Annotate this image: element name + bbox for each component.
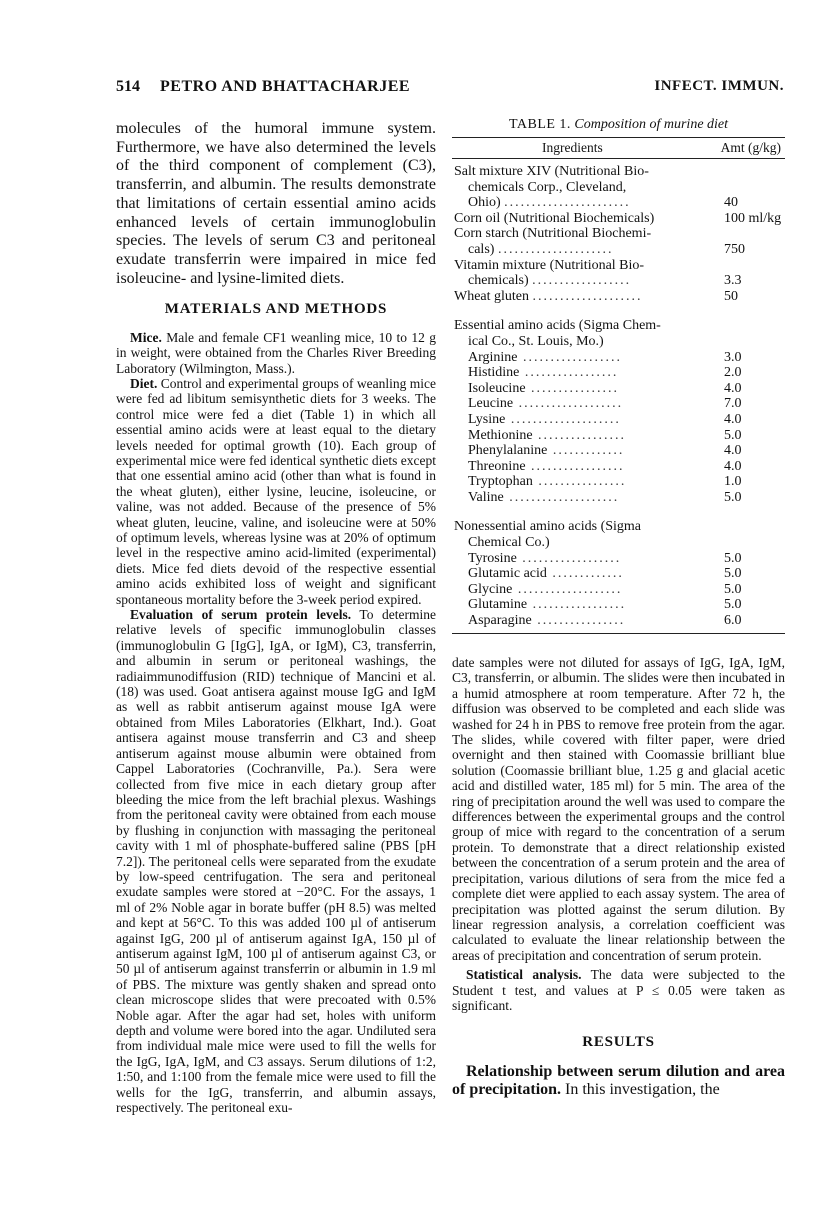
table-row	[452, 289, 785, 305]
amino-acid-name: Methionine	[468, 427, 533, 443]
essential-amino-acid-list	[452, 350, 785, 506]
group-title-line: ical Co., St. Louis, Mo.)	[468, 333, 604, 349]
table-row	[452, 613, 785, 629]
right-column	[452, 655, 785, 1100]
leader-dots: .................	[525, 458, 625, 474]
left-column	[116, 120, 436, 1115]
ingredient-name-cont: chemicals)	[468, 273, 529, 289]
leader-dots: ................	[532, 474, 627, 490]
amino-acid-amount: 1.0	[724, 474, 742, 490]
amino-acid-amount: 7.0	[724, 396, 742, 412]
evaluation-heading: Evaluation of serum protein levels.	[130, 607, 352, 623]
amino-acid-amount: 4.0	[724, 411, 742, 427]
ingredient-amount: 50	[724, 288, 738, 304]
ingredient-name: Vitamin mixture (Nutritional Bio-	[454, 257, 645, 273]
leader-dots: ..................	[516, 550, 622, 566]
ingredient-name-cont: Ohio)	[468, 195, 501, 211]
amino-acid-amount: 3.0	[724, 349, 742, 365]
leader-dots: .............	[547, 443, 625, 459]
journal-name: INFECT. IMMUN.	[654, 78, 784, 94]
amino-acid-name: Phenylalanine	[468, 443, 548, 459]
amino-acid-name: Isoleucine	[468, 380, 526, 396]
ingredient-amount: 100 ml/kg	[724, 210, 782, 226]
column-header-amount: Amt (g/kg)	[720, 140, 781, 155]
table-row	[452, 258, 785, 289]
leader-dots: ................	[525, 380, 620, 396]
evaluation-paragraph	[116, 607, 436, 1115]
table-row	[452, 428, 785, 444]
statistics-paragraph	[452, 967, 785, 1013]
results-text: In this investigation, the	[561, 1081, 720, 1099]
table-row	[452, 381, 785, 397]
ingredient-name: Corn oil (Nutritional Biochemicals)	[454, 210, 655, 226]
intro-paragraph: molecules of the humoral immune system. Furthermore, we have also determined the levels of the third component of complement (C3), transferrin, and albumin. The results demonstrate that limitations of certain essential amino acids enhanced levels of certain immunoglobulin species. The levels of serum C3 and peritoneal exudate transferrin were impaired in mice fed isoleucine- and lysine-limited diets.	[116, 120, 436, 287]
evaluation-text: To determine relative levels of specific immunoglobulin classes (immunoglobulin G [IgG], IgA, or IgM), C3, transferrin, and albumin in serum or peritoneal washings, the radiaimmunodiffusion (RID) technique of Mancini et al. (18) was used. Goat antisera against mouse IgG and IgM as well as rabbit antiserum against mouse IgA were obtained from Miles Laboratories (Elkhart, Ind.). Goat antisera against mouse transferrin and C3 and sheep antiserum against mouse albumin were obtained from Cappel Laboratories (Cochranville, Pa.). Sera were collected from five mice in each dietary group after bleeding the mice from the left brachial plexus. Washings from the peritoneal cavity were obtained from each mouse by flushing in conjunction with massaging the peritoneal cavity with 1 ml of phosphate-buffered saline (PBS [pH 7.2]). The peritoneal cells were separated from the exudate by low-speed centrifugation. The sera and peritoneal exudate samples were stored at −20°C. For the assays, 1 ml of 2% Noble agar in borate buffer (pH 8.5) was melted and kept at 56°C. To this was added 100 µl of antiserum against IgG, 200 µl of antiserum against IgA, 150 µl of antiserum against IgM, 100 µl of antiserum against C3, or 50 µl of antiserum against transferrin or albumin in 1.9 ml of PBS. The mixture was gently shaken and spread onto clean microscope slides that were precoated with 0.5% Noble agar. After the agar had set, holes with uniform depth and volume were bored into the agar. Undiluted sera from individual male mice were used to fill the wells for the IgG, IgA, IgM, and C3 assays. Serum dilutions of 1:2, 1:50, and 1:100 from the female mice were used to fill the wells for the IgG, transferrin, and albumin assays, respectively. The peritoneal exu-	[116, 607, 436, 1116]
statistics-text: The data were subjected to the Student t test, and values at P ≤ 0.05 were taken as significant.	[452, 967, 785, 1013]
leader-dots: .......................	[504, 195, 631, 211]
leader-dots: ..................	[532, 273, 632, 289]
leader-dots: ................	[531, 613, 626, 629]
leader-dots: ................	[532, 427, 627, 443]
amino-acid-name: Arginine	[468, 349, 518, 365]
leader-dots: .................	[527, 597, 627, 613]
table-number: TABLE 1.	[508, 117, 571, 132]
running-header	[116, 78, 784, 102]
table-row	[452, 551, 785, 567]
statistics-heading: Statistical analysis.	[466, 967, 582, 983]
amino-acid-amount: 5.0	[724, 566, 742, 582]
page-number: 514	[116, 78, 140, 95]
table-row	[452, 582, 785, 598]
table-row	[452, 474, 785, 490]
amino-acid-name: Glutamine	[468, 597, 528, 613]
table-row	[452, 350, 785, 366]
amino-acid-amount: 4.0	[724, 458, 742, 474]
amino-acid-name: Lysine	[468, 411, 506, 427]
ingredient-name: Wheat gluten	[454, 288, 530, 304]
diet-text: Control and experimental groups of weanling mice were fed ad libitum semisynthetic diets for 3 weeks. The control mice were fed a diet (Table 1) in which all essential amino acids were at least equal to the dietary levels needed for optimal growth (10). Each group of experimental mice were fed identical synthetic diets except that one essential amino acid (other than what is found in the wheat gluten), either lysine, leucine, isoleucine, or valine, was not added. Because of the presence of 5% wheat gluten, leucine, valine, and isoleucine were at 50% of optimum levels, whereas lysine was at 20% of optimum level in the respective amino acid-limited (experimental) diets. Mice fed diets devoid of the respective essential amino acids exhibited loss of weight and significant spontaneous mortality before the 3-week period expired.	[116, 375, 436, 607]
section-title-results: RESULTS	[582, 1034, 655, 1051]
table-body	[452, 159, 785, 629]
continuation-paragraph: date samples were not diluted for assays of IgG, IgA, IgM, C3, transferrin, or albumin. The slides were then incubated in a humid atmosphere at room temperature. After 72 h, the diffusion was observed to be completed and each slide was washed for 24 h in PBS to remove free protein from the agar. The slides, while covered with filter paper, were dried overnight and then stained with Coomassie brilliant blue solution (Coomassie brilliant blue, 1.25 g and glacial acetic acid and distilled water, 185 ml) for 5 min. The area of the ring of precipitation around the well was used to compare the differences between the experimental groups and the control group of mice with regard to the concentration of a serum protein. To demonstrate that a direct relationship existed between the concentration of a serum protein and the area of precipitation, various dilutions of sera from the mice fed a complete diet were applied to each assay system. The area of precipitation was plotted against the serum dilution. By linear regression analysis, a correlation coefficient was calculated to evaluate the linear relationship between the areas of precipitation and concentration of serum protein.	[452, 655, 785, 963]
ingredient-name: Salt mixture XIV (Nutritional Bio-	[454, 164, 649, 179]
amino-acid-name: Asparagine	[468, 613, 532, 629]
amino-acid-amount: 5.0	[724, 597, 742, 613]
leader-dots: ...................	[513, 396, 624, 412]
ingredient-amount: 40	[724, 195, 738, 211]
results-heading: Relationship between serum dilution and area of precipitation.	[452, 1062, 785, 1099]
amino-acid-amount: 4.0	[724, 380, 742, 396]
ingredient-name: Corn starch (Nutritional Biochemi-	[454, 226, 652, 242]
mice-paragraph	[116, 330, 436, 376]
table-title	[452, 117, 785, 133]
mice-text: Male and female CF1 weanling mice, 10 to 12 g in weight, were obtained from the Charles River Breeding Laboratory (Wilmington, Mass.).	[116, 329, 436, 376]
leader-dots: ...................	[512, 581, 623, 597]
diet-heading: Diet.	[130, 375, 158, 391]
table-row	[452, 365, 785, 381]
amino-acid-amount: 5.0	[724, 581, 742, 597]
amino-acid-amount: 5.0	[724, 427, 742, 443]
group-title-line: Essential amino acids (Sigma Chem-	[454, 318, 661, 334]
group-title-essential	[452, 318, 704, 349]
table-caption: Composition of murine diet	[574, 117, 729, 132]
amino-acid-amount: 2.0	[724, 365, 742, 381]
results-paragraph	[452, 1063, 785, 1100]
leader-dots: ....................	[503, 489, 620, 505]
amino-acid-name: Threonine	[468, 458, 526, 474]
amino-acid-amount: 6.0	[724, 613, 742, 629]
leader-dots: ....................	[505, 411, 621, 427]
mice-heading: Mice.	[130, 329, 162, 345]
table-row	[452, 211, 785, 227]
table-row	[452, 490, 785, 506]
group-title-line: Nonessential amino acids (Sigma	[454, 519, 642, 535]
table-row	[452, 226, 785, 257]
table-bottom-rule	[452, 633, 785, 634]
diet-paragraph	[116, 376, 436, 607]
ingredient-name-cont: chemicals Corp., Cleveland,	[468, 179, 627, 195]
ingredient-amount: 750	[724, 241, 745, 257]
table-row	[452, 412, 785, 428]
table-1	[452, 117, 785, 634]
amino-acid-amount: 4.0	[724, 443, 742, 459]
table-row	[452, 164, 785, 211]
leader-dots: .............	[546, 566, 624, 582]
table-row	[452, 459, 785, 475]
amino-acid-name: Tyrosine	[468, 550, 517, 566]
amino-acid-amount: 5.0	[724, 489, 742, 505]
table-row	[452, 443, 785, 459]
amino-acid-name: Tryptophan	[468, 474, 533, 490]
leader-dots: ....................	[532, 288, 643, 304]
table-header-row	[452, 138, 785, 158]
amino-acid-name: Glycine	[468, 581, 513, 597]
table-row	[452, 566, 785, 582]
table-row	[452, 597, 785, 613]
running-authors: PETRO AND BHATTACHARJEE	[160, 78, 411, 95]
leader-dots: ..................	[517, 349, 623, 365]
ingredient-name-cont: cals)	[468, 241, 495, 257]
group-title-nonessential	[452, 519, 704, 550]
amino-acid-name: Leucine	[468, 396, 514, 412]
nonessential-amino-acid-list	[452, 551, 785, 629]
group-title-line: Chemical Co.)	[468, 535, 550, 551]
amino-acid-name: Glutamic acid	[468, 566, 547, 582]
ingredient-amount: 3.3	[724, 273, 742, 289]
leader-dots: .....................	[497, 241, 614, 257]
table-row	[452, 396, 785, 412]
amino-acid-amount: 5.0	[724, 550, 742, 566]
amino-acid-name: Valine	[468, 489, 504, 505]
column-header-ingredients: Ingredients	[542, 140, 603, 155]
leader-dots: .................	[519, 365, 619, 381]
section-title-materials: MATERIALS AND METHODS	[164, 301, 388, 318]
amino-acid-name: Histidine	[468, 365, 520, 381]
